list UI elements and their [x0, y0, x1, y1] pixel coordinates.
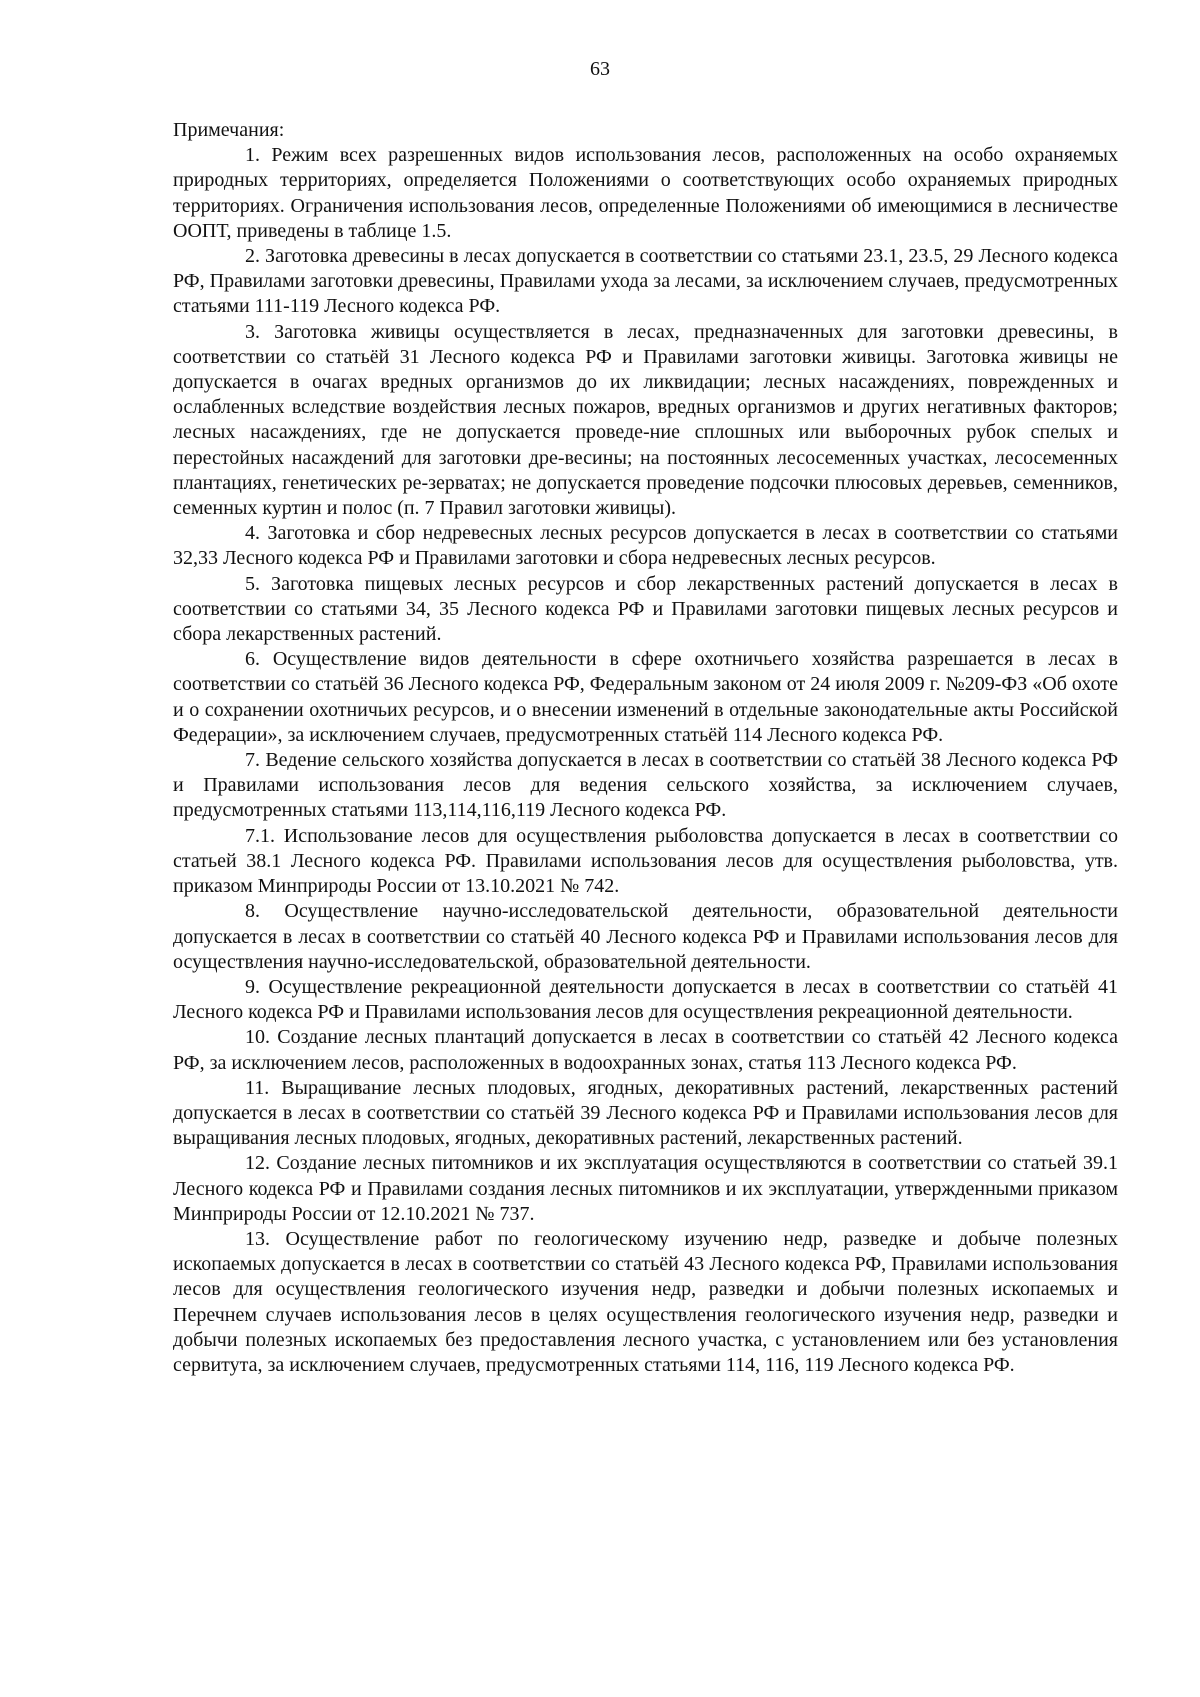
note-7: 7. Ведение сельского хозяйства допускается в лесах в соответствии со статьёй 38 Лесного кодекса РФ и Правилами использования лесов для ведения сельского хозяйства, за исключением случаев, предусмотренных статьями 113,114,116,119 Лесного кодекса РФ.: [173, 749, 1118, 822]
note-9: 9. Осуществление рекреационной деятельности допускается в лесах в соответствии со статьёй 41 Лесного кодекса РФ и Правилами использования лесов для осуществления рекреационной деятельности.: [173, 975, 1118, 1024]
note-4: 4. Заготовка и сбор недревесных лесных ресурсов допускается в лесах в соответствии со статьями 32,33 Лесного кодекса РФ и Правилами заготовки и сбора недревесных лесных ресурсов.: [173, 522, 1118, 570]
page-number: 63: [590, 58, 610, 80]
note-1: 1. Режим всех разрешенных видов использования лесов, расположенных на особо охраняемых природных территориях, определяется Положениями о соответствующих особо охраняемых природных территориях. Ограничения использования лесов, определенные Положениями об имеющимися в лесничестве ООПТ, приведены в таблице 1.5.: [173, 144, 1118, 242]
notes-heading: Примечания:: [173, 119, 285, 141]
notes-section: [173, 118, 1118, 1378]
note-10: 10. Создание лесных плантаций допускается в лесах в соответствии со статьёй 42 Лесного кодекса РФ, за исключением лесов, расположенных в водоохранных зонах, статья 113 Лесного кодекса РФ.: [173, 1026, 1118, 1074]
note-13: 13. Осуществление работ по геологическому изучению недр, разведке и добыче полезных ископаемых допускается в лесах в соответствии со статьёй 43 Лесного кодекса РФ, Правилами использования лесов для осуществления геологического изучения недр, разведки и добычи полезных ископаемых и Перечнем случаев использования лесов в целях осуществления геологического изучения недр, разведки и добычи полезных ископаемых без предоставления лесного участка, с установлением или без установления сервитута, за исключением случаев, предусмотренных статьями 114, 116, 119 Лесного кодекса РФ.: [173, 1227, 1118, 1376]
note-5: 5. Заготовка пищевых лесных ресурсов и сбор лекарственных растений допускается в лесах в соответствии со статьями 34, 35 Лесного кодекса РФ и Правилами заготовки пищевых лесных ресурсов и сбора лекарственных растений.: [173, 572, 1118, 646]
note-8: 8. Осуществление научно-исследовательской деятельности, образовательной деятельности допускается в лесах в соответствии со статьёй 40 Лесного кодекса РФ и Правилами использования лесов для осуществления научно-исследовательской, образовательной деятельности.: [173, 900, 1118, 973]
note-7-1: 7.1. Использование лесов для осуществления рыболовства допускается в лесах в соответствии со статьей 38.1 Лесного кодекса РФ. Правилами использования лесов для осуществления рыболовства, утв. приказом Минприроды России от 13.10.2021 № 742.: [173, 824, 1118, 898]
note-12: 12. Создание лесных питомников и их эксплуатация осуществляются в соответствии со статьей 39.1 Лесного кодекса РФ и Правилами создания лесных питомников и их эксплуатации, утвержденными приказом Минприроды России от 12.10.2021 № 737.: [173, 1152, 1118, 1225]
note-2: 2. Заготовка древесины в лесах допускается в соответствии со статьями 23.1, 23.5, 29 Лесного кодекса РФ, Правилами заготовки древесины, Правилами ухода за лесами, за исключением случаев, предусмотренных статьями 111-119 Лесного кодекса РФ.: [173, 245, 1118, 318]
note-3: 3. Заготовка живицы осуществляется в лесах, предназначенных для заготовки древесины, в соответствии со статьёй 31 Лесного кодекса РФ и Правилами заготовки живицы. Заготовка живицы не допускается в очагах вредных организмов до их ликвидации; лесных насаждениях, поврежденных и ослабленных вследствие воздействия лесных пожаров, вредных организмов и других негативных факторов; лесных насаждениях, где не допускается проведе-ние сплошных или выборочных рубок спелых и перестойных насаждений для заготовки дре-весины; на постоянных лесосеменных участках, лесосеменных плантациях, генетических ре-зерватах; не допускается проведение подсочки плюсовых деревьев, семенников, семенных куртин и полос (п. 7 Правил заготовки живицы).: [173, 320, 1118, 520]
note-6: 6. Осуществление видов деятельности в сфере охотничьего хозяйства разрешается в лесах в соответствии со статьёй 36 Лесного кодекса РФ, Федеральным законом от 24 июля 2009 г. №209-ФЗ «Об охоте и о сохранении охотничьих ресурсов, и о внесении изменений в отдельные законодательные акты Российской Федерации», за исключением случаев, предусмотренных статьёй 114 Лесного кодекса РФ.: [173, 648, 1118, 746]
note-11: 11. Выращивание лесных плодовых, ягодных, декоративных растений, лекарственных растений допускается в лесах в соответствии со статьёй 39 Лесного кодекса РФ и Правилами использования лесов для выращивания лесных плодовых, ягодных, декоративных растений, лекарственных растений.: [173, 1076, 1118, 1150]
